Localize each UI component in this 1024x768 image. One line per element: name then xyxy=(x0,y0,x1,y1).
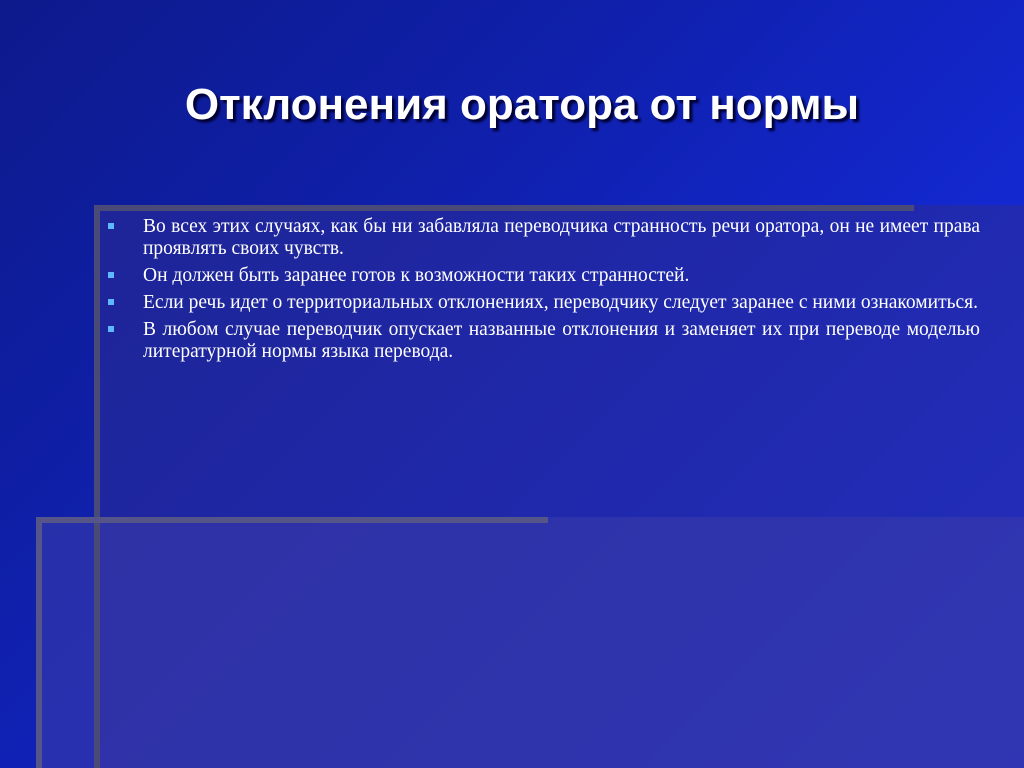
content-panel-left-edge xyxy=(94,205,100,768)
bullet-item xyxy=(104,265,980,287)
lower-panel-left-edge xyxy=(36,517,42,768)
bullet-text: Он должен быть заранее готов к возможности таких странностей. xyxy=(143,265,690,286)
square-bullet-icon xyxy=(108,223,114,229)
bullet-item xyxy=(104,292,980,314)
bullet-text: В любом случае переводчик опускает названные отклонения и заменяет их при переводе моделью литературной нормы языка перевода. xyxy=(143,319,980,362)
slide-title: Отклонения оратора от нормы xyxy=(184,80,860,129)
bullet-text: Во всех этих случаях, как бы ни забавляла переводчика странность речи оратора, он не имеет права проявлять своих чувств. xyxy=(143,216,980,259)
square-bullet-icon xyxy=(108,272,114,278)
bullet-item xyxy=(104,216,980,260)
bullet-list xyxy=(104,216,980,368)
bullet-item xyxy=(104,319,980,363)
square-bullet-icon xyxy=(108,299,114,305)
lower-decor-panel xyxy=(36,517,1024,768)
lower-panel-top-edge xyxy=(36,517,548,523)
square-bullet-icon xyxy=(108,326,114,332)
content-panel-top-edge xyxy=(94,205,914,211)
bullet-text: Если речь идет о территориальных отклонениях, переводчику следует заранее с ними ознакомиться. xyxy=(143,292,978,313)
